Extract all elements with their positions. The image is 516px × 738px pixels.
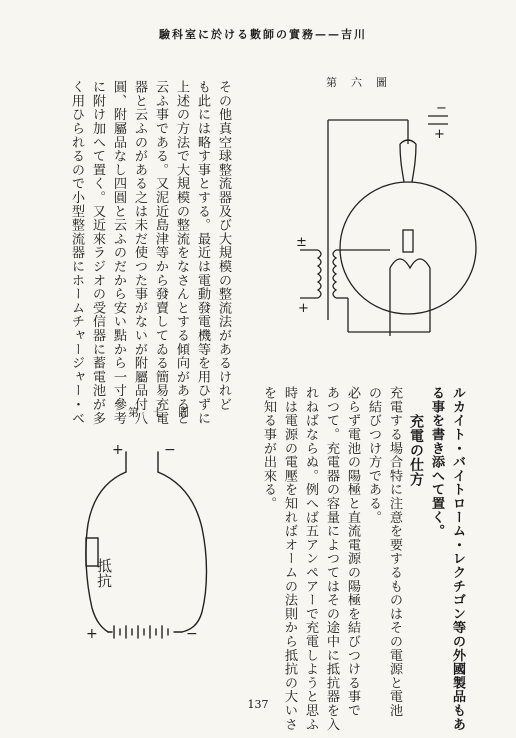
running-header: 驗科室に於ける數師の實務——吉川: [159, 28, 367, 41]
text-line: る事を書き添へて置く。: [429, 386, 444, 538]
fig7-minus-top: −: [164, 442, 176, 458]
fig6-polarity-left-plus-minus: ±: [296, 235, 307, 250]
text-line: 上述の方法で大規模の整流をなさんとする傾向があると: [174, 80, 189, 425]
text-line: 器と云ふのがある之は未だ使つた事がないが附屬品付八: [132, 80, 147, 425]
text-line: の結びつけ方である。: [366, 386, 381, 524]
fig6-polarity-plus: +: [434, 127, 445, 142]
fig7-plus-top: +: [112, 442, 124, 458]
text-line: に附け加へて置く。又近來ラジオの受信器に蓄電池が多: [90, 80, 105, 425]
fig6-polarity-left-plus: +: [298, 301, 309, 316]
text-line: 充電する場合特に注意を要するものはその電源と電池: [387, 386, 402, 718]
text-line: ルカイト・バイトローム・レクチゴン等の外國製品もあ: [450, 386, 465, 731]
text-line: あつて。充電器の容量によつてはその途中に抵抗器を入: [324, 386, 339, 731]
figure7-label: 第七圖: [128, 406, 203, 419]
text-line: 必らず電池の陽極と直流電源の陽極を結びつける事で: [345, 386, 360, 718]
text-line: れねばならぬ。例へば五アンペアーで充電しようと思ふ: [303, 386, 318, 731]
text-line: も此には略す事とする。最近は電動發電機等を用ひずに: [195, 80, 210, 425]
text-line: 云ふ事である。又泥近島津等から發賣してゐる簡易充電: [153, 80, 168, 425]
text-line: を知る事が出來る。: [261, 386, 276, 511]
figure6-label: 第六圖: [326, 76, 401, 89]
text-line: く用ひられるので小型整流器にホームチャージャー・ベ: [69, 80, 84, 425]
section-heading: 充電の仕方: [408, 414, 424, 487]
text-line: 時は電源の電壓を知ればオームの法則から抵抗の大いさ: [282, 386, 297, 731]
page-number: 137: [247, 698, 269, 711]
fig7-minus-bottom: −: [186, 626, 198, 642]
figure6-diagram: [288, 100, 488, 360]
figure7-diagram: [72, 432, 232, 672]
fig7-plus-bottom: +: [86, 626, 98, 642]
text-line: 圓、附屬品なし四圓と云ふのだから安い點から一寸參考: [111, 80, 126, 425]
fig7-resistor-label: 抵抗: [95, 558, 113, 588]
fig6-polarity-minus: −: [436, 101, 447, 116]
text-line: その他真空球整流器及び大規模の整流法があるけれど: [216, 80, 231, 412]
